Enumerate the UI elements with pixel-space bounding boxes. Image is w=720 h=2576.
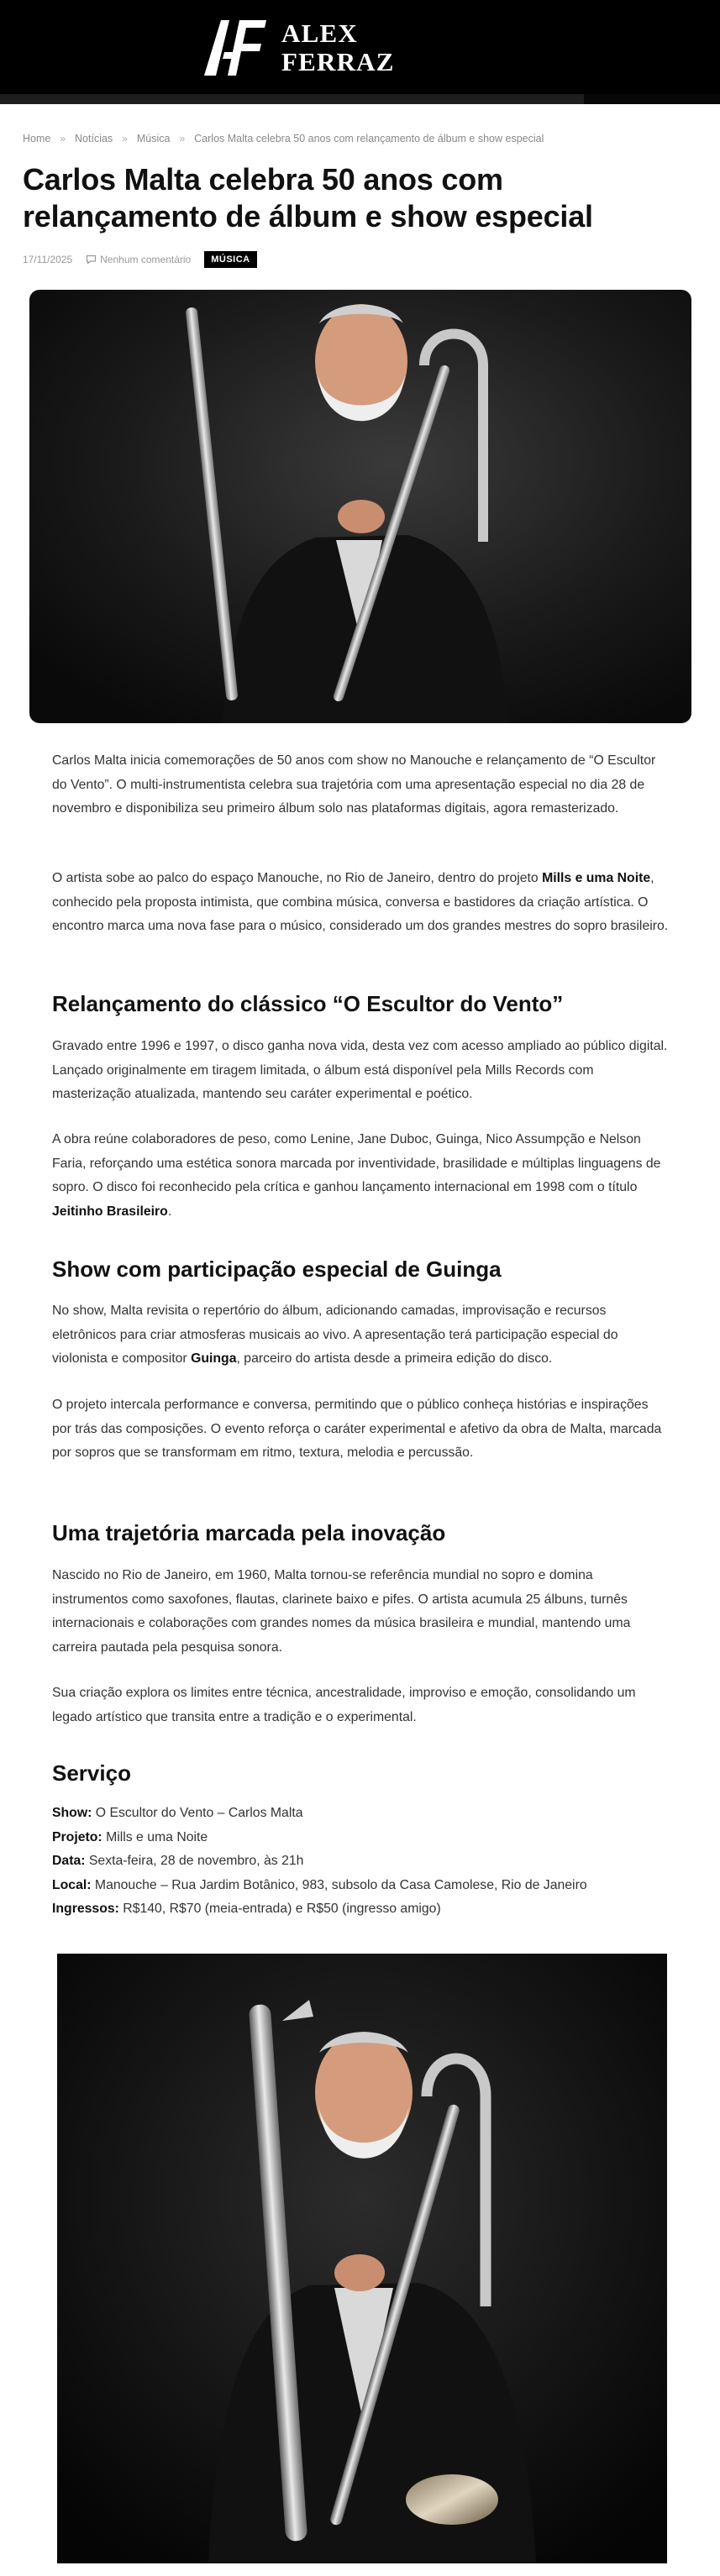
hero-image	[29, 290, 691, 723]
logo-line-2: FERRAZ	[281, 47, 395, 76]
service-label: Local:	[52, 1877, 92, 1892]
career-p2-wrap	[52, 1681, 670, 1729]
text-span: A obra reúne colaboradores de peso, como Lenine, Jane Duboc, Guinga, Nico Assumpção e Nelson Faria, reforçando uma estética sonora marcada por inventividade, brasilidade e múltiplas linguagens de sopro. O disco foi reconhecido pela crítica e ganhou lançamento internacional em 1998 com o título	[52, 1132, 661, 1194]
paragraph-show-1	[52, 1299, 670, 1372]
logo-line-1: ALEX	[281, 18, 358, 48]
heading-service: Serviço	[52, 1760, 131, 1786]
section-career	[52, 1519, 670, 1547]
text-span: , parceiro do artista desde a primeira edição do disco.	[236, 1351, 553, 1366]
heading-relaunch: Relançamento do clássico “O Escultor do Vento”	[52, 991, 564, 1016]
site-logo[interactable]	[202, 18, 395, 77]
service-label: Show:	[52, 1806, 92, 1820]
paragraph-career-1: Nascido no Rio de Janeiro, em 1960, Malta tornou-se referência mundial no sopro e domina instrumentos como saxofones, flautas, clarinete baixo e pifes. O artista acumula 25 álbuns, turnês internacionais e colaborações com grandes nomes da música brasileira e mundial, mantendo uma carreira pautada pela pesquisa sonora.	[52, 1568, 631, 1655]
service-list	[52, 1802, 670, 1922]
breadcrumb-separator-icon: »	[179, 133, 186, 144]
article-meta	[23, 250, 257, 269]
paragraph-relaunch-2	[52, 1128, 670, 1224]
paragraph-intro-2	[52, 867, 670, 939]
comment-icon	[86, 254, 97, 265]
service-label: Data:	[52, 1854, 86, 1868]
logo-mark-icon	[202, 18, 266, 77]
heading-career: Uma trajetória marcada pela inovação	[52, 1520, 446, 1545]
comments-link[interactable]	[86, 254, 191, 265]
service-project	[52, 1826, 670, 1850]
career-p1-wrap	[52, 1564, 670, 1660]
service-value: O Escultor do Vento – Carlos Malta	[92, 1806, 303, 1820]
bold-mills: Mills e uma Noite	[542, 871, 651, 885]
service-location	[52, 1874, 670, 1898]
comments-count: Nenhum comentário	[100, 254, 192, 265]
show-p1-wrap	[52, 1299, 670, 1372]
section-service	[52, 1759, 670, 1787]
service-value: R$140, R$70 (meia-entrada) e R$50 (ingresso amigo)	[118, 1902, 441, 1916]
text-span: No show, Malta revisita o repertório do álbum, adicionando camadas, improvisação e recursos eletrônicos para criar atmosferas musicais ao vivo. A apresentação terá participação especial do violonista e compositor	[52, 1304, 618, 1366]
service-value: Sexta-feira, 28 de novembro, às 21h	[85, 1854, 304, 1868]
service-value: Manouche – Rua Jardim Botânico, 983, subsolo da Casa Camolese, Rio de Janeiro	[91, 1877, 587, 1892]
paragraph-show-2: O projeto intercala performance e conversa, permitindo que o público conheça histórias e inspirações por trás das composições. O evento reforça o caráter experimental e afetivo da obra de Malta, marcada por sopros que se transformam em ritmo, textura, melodia e percussão.	[52, 1398, 662, 1460]
paragraph-relaunch-1: Gravado entre 1996 e 1997, o disco ganha nova vida, desta vez com acesso ampliado ao público digital. Lançado originalmente em tiragem limitada, o álbum está disponível pela Mills Records com masterização atualizada, mantendo seu caráter experimental e poético.	[52, 1039, 668, 1101]
paragraph-career-2: Sua criação explora os limites entre técnica, ancestralidade, improviso e emoção, consolidando um legado artístico que transita entre a tradição e o experimental.	[52, 1686, 636, 1724]
category-badge[interactable]: MÚSICA	[204, 251, 256, 268]
relaunch-p2-wrap	[52, 1128, 670, 1224]
breadcrumb-section[interactable]: Música	[136, 133, 171, 144]
bold-jeitinho: Jeitinho Brasileiro	[52, 1204, 168, 1219]
breadcrumb-separator-icon: »	[122, 133, 128, 144]
service-date	[52, 1849, 670, 1874]
section-show	[52, 1255, 670, 1283]
article-photo-2	[57, 1954, 667, 2563]
site-header	[0, 0, 720, 101]
header-strip	[0, 94, 720, 104]
bold-guinga: Guinga	[191, 1351, 237, 1366]
section-relaunch	[52, 989, 670, 1018]
text-span: O artista sobe ao palco do espaço Manouche, no Rio de Janeiro, dentro do projeto	[52, 871, 543, 885]
article-body	[52, 749, 670, 821]
service-label: Projeto:	[52, 1829, 102, 1844]
breadcrumb-separator-icon: »	[60, 133, 66, 144]
breadcrumb	[23, 131, 544, 146]
article-body-p2	[52, 867, 670, 939]
service-show	[52, 1802, 670, 1826]
service-value: Mills e uma Noite	[102, 1829, 208, 1844]
hero-photo	[29, 290, 691, 723]
relaunch-p1-wrap	[52, 1035, 670, 1107]
breadcrumb-current: Carlos Malta celebra 50 anos com relançamento de álbum e show especial	[194, 133, 544, 144]
logo-text	[281, 19, 395, 76]
text-span: .	[167, 1204, 172, 1219]
breadcrumb-home[interactable]: Home	[23, 133, 51, 144]
header-strip-dark	[584, 94, 720, 104]
service-tickets	[52, 1897, 670, 1922]
article-date: 17/11/2025	[23, 254, 73, 265]
heading-show: Show com participação especial de Guinga	[52, 1257, 502, 1282]
text-span: , conhecido pela proposta intimista, que combina música, conversa e bastidores da criação artística. O encontro marca uma nova fase para o músico, considerado um dos grandes mestres do sopro brasileiro.	[52, 871, 669, 933]
show-p2-wrap	[52, 1393, 670, 1466]
article-title: Carlos Malta celebra 50 anos com relançamento de álbum e show especial	[23, 162, 593, 233]
breadcrumb-news[interactable]: Notícias	[75, 133, 113, 144]
second-photo	[57, 1954, 667, 2563]
paragraph-intro-1: Carlos Malta inicia comemorações de 50 anos com show no Manouche e relançamento de “O Escultor do Vento”. O multi-instrumentista celebra sua trajetória com uma apresentação especial no dia 28 de novembro e disponibiliza seu primeiro álbum solo nas plataformas digitais, agora remasterizado.	[52, 753, 656, 816]
service-label: Ingressos:	[52, 1902, 119, 1916]
